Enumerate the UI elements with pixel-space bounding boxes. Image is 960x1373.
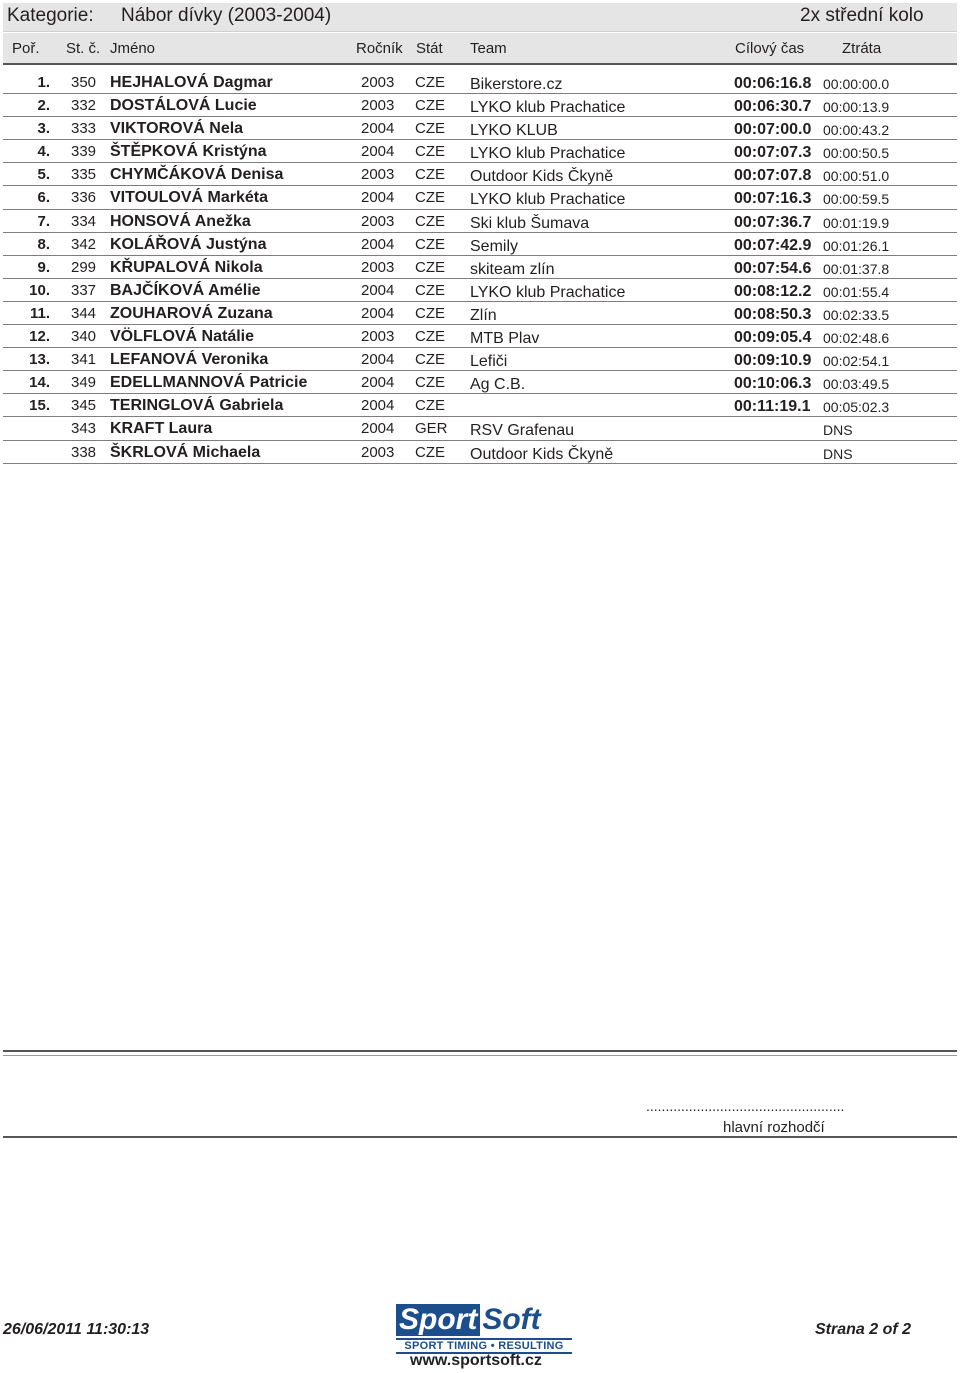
cell-name: HONSOVÁ Anežka [110, 212, 251, 230]
cell-year: 2003 [361, 328, 395, 346]
cell-year: 2004 [361, 143, 395, 161]
cell-rank: 15. [29, 397, 50, 415]
cell-nat: CZE [415, 120, 445, 138]
cell-bib: 333 [71, 120, 97, 138]
cell-loss: 00:01:55.4 [823, 283, 890, 300]
cell-rank: 7. [37, 212, 50, 230]
col-time: Cílový čas [735, 40, 805, 57]
logo-part-2: Soft [482, 1303, 541, 1336]
cell-team: Bikerstore.cz [470, 76, 563, 93]
cell-year: 2004 [361, 120, 395, 138]
cell-time: 00:07:07.3 [734, 144, 812, 162]
cell-rank: 5. [37, 166, 50, 184]
cell-name: ZOUHAROVÁ Zuzana [110, 304, 273, 322]
cell-team: MTB Plav [470, 330, 540, 348]
cell-rank: 12. [29, 328, 50, 346]
cell-time: 00:08:12.2 [734, 282, 812, 300]
cell-nat: CZE [415, 97, 445, 115]
cell-bib: 334 [71, 212, 97, 230]
cell-team: LYKO klub Prachatice [470, 191, 626, 209]
cell-team: Outdoor Kids Čkyně [470, 168, 614, 186]
cell-name: KŘUPALOVÁ Nikola [110, 258, 263, 276]
cell-time: 00:06:16.8 [734, 75, 812, 92]
table-row [3, 371, 957, 394]
cell-nat: CZE [415, 351, 445, 369]
cell-nat: CZE [415, 281, 445, 299]
cell-time: 00:06:30.7 [734, 98, 812, 116]
cell-time: 00:07:07.8 [734, 167, 812, 185]
cell-nat: CZE [415, 212, 445, 230]
cell-bib: 337 [71, 281, 97, 299]
col-rank: Poř. [12, 40, 40, 57]
cell-time: 00:07:36.7 [734, 213, 812, 231]
cell-time: 00:07:16.3 [734, 190, 812, 208]
cell-team: RSV Grafenau [470, 422, 575, 440]
cell-bib: 299 [71, 258, 97, 276]
cell-loss: 00:01:19.9 [823, 214, 890, 231]
cell-team: Ski klub Šumava [470, 214, 590, 232]
cell-loss: 00:00:00.0 [823, 76, 890, 92]
table-row [3, 394, 957, 417]
cell-nat: CZE [415, 189, 445, 207]
table-row [3, 140, 957, 163]
cell-year: 2003 [361, 166, 395, 184]
table-row [3, 325, 957, 348]
cell-loss: 00:02:33.5 [823, 306, 890, 323]
cell-loss: 00:01:37.8 [823, 260, 890, 277]
col-name: Jméno [110, 40, 156, 57]
judge-label: hlavní rozhodčí [723, 1119, 825, 1136]
cell-nat: CZE [415, 328, 445, 346]
cell-nat: CZE [415, 443, 445, 461]
col-year: Ročník [356, 40, 403, 57]
cell-team: Semily [470, 237, 519, 255]
table-row [3, 163, 957, 186]
cell-team: Outdoor Kids Čkyně [470, 445, 614, 463]
table-row [3, 279, 957, 302]
cell-bib: 340 [71, 328, 97, 346]
cell-team: LYKO klub Prachatice [470, 145, 626, 163]
results-table [3, 71, 957, 464]
cell-nat: CZE [415, 258, 445, 276]
cell-bib: 342 [71, 235, 97, 253]
cell-year: 2004 [361, 281, 395, 299]
cell-bib: 345 [71, 397, 97, 415]
cell-loss: 00:03:49.5 [823, 376, 890, 393]
divider [3, 1050, 957, 1052]
cell-rank: 6. [37, 189, 50, 207]
col-loss: Ztráta [842, 40, 882, 57]
cell-loss: 00:01:26.1 [823, 237, 890, 254]
cell-name: BAJČÍKOVÁ Amélie [110, 281, 261, 299]
cell-rank: 10. [29, 281, 50, 299]
cell-name: ŠKRLOVÁ Michaela [110, 443, 261, 461]
cell-time: 00:07:00.0 [734, 121, 812, 139]
cell-status: DNS [823, 445, 853, 462]
logo-part-1: Sport [396, 1304, 480, 1336]
col-team: Team [470, 40, 507, 57]
cell-name: CHYMČÁKOVÁ Denisa [110, 166, 284, 184]
cell-bib: 343 [71, 420, 97, 438]
cell-name: KRAFT Laura [110, 420, 213, 438]
cell-nat: CZE [415, 304, 445, 322]
cell-loss: 00:00:13.9 [823, 99, 890, 116]
cell-nat: CZE [415, 397, 445, 415]
print-datetime: 26/06/2011 11:30:13 [3, 1321, 150, 1338]
round-label: 2x střední kolo [800, 5, 924, 26]
cell-bib: 335 [71, 166, 97, 184]
cell-status: DNS [823, 422, 853, 439]
cell-year: 2003 [361, 74, 395, 91]
category-name: Nábor dívky (2003-2004) [121, 5, 332, 26]
cell-team: LYKO klub Prachatice [470, 283, 626, 301]
cell-time: 00:10:06.3 [734, 375, 812, 393]
table-row [3, 441, 957, 464]
table-row [3, 71, 957, 94]
signature-line: ................................................... [646, 1098, 845, 1114]
cell-loss: 00:05:02.3 [823, 399, 890, 416]
cell-bib: 349 [71, 374, 97, 392]
cell-loss: 00:00:50.5 [823, 145, 890, 162]
cell-loss: 00:00:51.0 [823, 168, 890, 185]
logo-tagline: SPORT TIMING • RESULTING [396, 1338, 572, 1354]
cell-nat: CZE [415, 74, 445, 91]
cell-year: 2004 [361, 235, 395, 253]
cell-time: 00:09:10.9 [734, 352, 812, 370]
cell-nat: CZE [415, 166, 445, 184]
cell-nat: CZE [415, 374, 445, 392]
table-row [3, 94, 957, 117]
cell-name: LEFANOVÁ Veronika [110, 351, 269, 369]
cell-year: 2004 [361, 397, 395, 415]
cell-time: 00:07:42.9 [734, 236, 812, 254]
cell-nat: CZE [415, 235, 445, 253]
cell-bib: 344 [71, 304, 97, 322]
cell-rank: 11. [29, 304, 50, 322]
page-number: Strana 2 of 2 [815, 1321, 912, 1338]
table-row [3, 417, 957, 440]
cell-team: Zlín [470, 306, 497, 324]
cell-rank: 3. [37, 120, 50, 138]
cell-bib: 332 [71, 97, 97, 115]
table-row [3, 117, 957, 140]
cell-rank: 8. [37, 235, 50, 253]
cell-rank: 1. [37, 74, 50, 91]
cell-time: 00:11:19.1 [734, 398, 811, 416]
cell-year: 2004 [361, 189, 395, 207]
cell-name: VITOULOVÁ Markéta [110, 189, 268, 207]
cell-bib: 336 [71, 189, 97, 207]
cell-year: 2004 [361, 374, 395, 392]
cell-rank: 4. [37, 143, 50, 161]
cell-name: ŠTĚPKOVÁ Kristýna [110, 143, 267, 161]
col-nat: Stát [416, 40, 443, 57]
table-row [3, 302, 957, 325]
cell-name: VIKTOROVÁ Nela [110, 120, 244, 138]
table-row [3, 186, 957, 209]
cell-time: 00:08:50.3 [734, 305, 812, 323]
divider [3, 1136, 957, 1138]
cell-time: 00:09:05.4 [734, 329, 812, 347]
table-row [3, 348, 957, 371]
cell-time: 00:07:54.6 [734, 259, 812, 277]
cell-rank: 14. [29, 374, 50, 392]
cell-loss: 00:00:59.5 [823, 191, 890, 208]
cell-name: EDELLMANNOVÁ Patricie [110, 374, 308, 392]
table-row [3, 233, 957, 256]
cell-loss: 00:02:48.6 [823, 330, 890, 347]
cell-loss: 00:02:54.1 [823, 353, 890, 370]
cell-name: TERINGLOVÁ Gabriela [110, 397, 284, 415]
cell-team: LYKO KLUB [470, 122, 558, 140]
column-header [3, 33, 957, 65]
cell-team: skiteam zlín [470, 260, 555, 278]
cell-year: 2003 [361, 443, 395, 461]
cell-name: DOSTÁLOVÁ Lucie [110, 97, 257, 115]
cell-name: KOLÁŘOVÁ Justýna [110, 235, 267, 253]
cell-year: 2003 [361, 97, 395, 115]
cell-rank: 9. [37, 258, 50, 276]
cell-name: HEJHALOVÁ Dagmar [110, 74, 273, 91]
cell-loss: 00:00:43.2 [823, 122, 890, 139]
cell-name: VÖLFLOVÁ Natálie [110, 328, 255, 346]
cell-bib: 350 [71, 74, 97, 91]
cell-team: Ag C.B. [470, 376, 526, 394]
table-row [3, 210, 957, 233]
cell-rank: 13. [29, 351, 50, 369]
cell-bib: 338 [71, 443, 97, 461]
cell-bib: 339 [71, 143, 97, 161]
category-label: Kategorie: [7, 5, 94, 26]
website-link[interactable]: www.sportsoft.cz [410, 1352, 542, 1369]
cell-year: 2004 [361, 304, 395, 322]
cell-year: 2003 [361, 212, 395, 230]
cell-year: 2004 [361, 351, 395, 369]
col-bib: St. č. [66, 40, 101, 57]
cell-rank: 2. [37, 97, 50, 115]
divider [3, 1055, 957, 1056]
sportsoft-logo [396, 1304, 572, 1354]
category-title-bar [3, 3, 957, 32]
cell-bib: 341 [71, 351, 97, 369]
cell-year: 2003 [361, 258, 395, 276]
cell-year: 2004 [361, 420, 395, 438]
cell-team: LYKO klub Prachatice [470, 99, 626, 117]
cell-nat: GER [415, 420, 448, 438]
cell-team: Lefiči [470, 353, 508, 371]
cell-nat: CZE [415, 143, 445, 161]
table-row [3, 256, 957, 279]
